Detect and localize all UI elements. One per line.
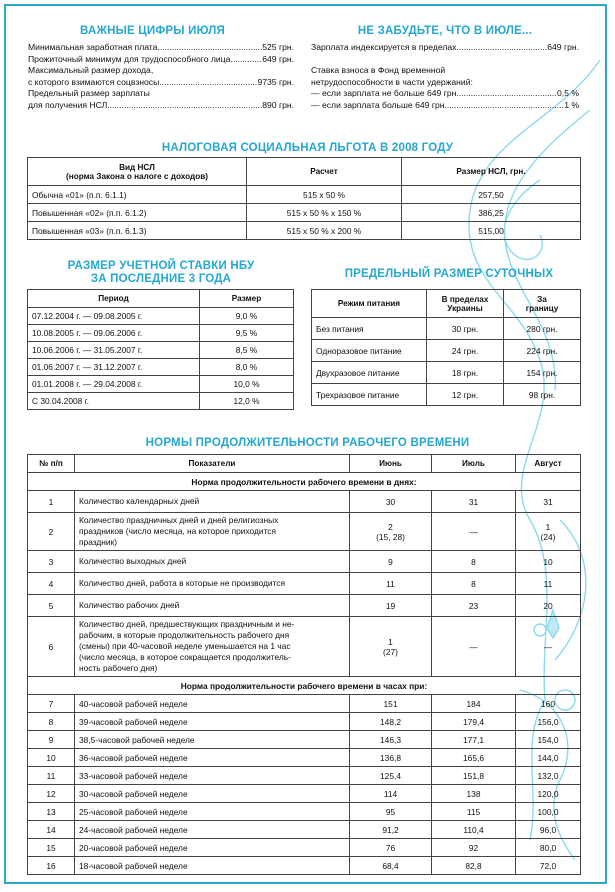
july-figure-value: 9735 грн.	[257, 76, 294, 87]
wt-value-line: (27)	[383, 646, 398, 657]
wt-hour-cell: 10	[28, 749, 75, 767]
july-figure-label: Максимальный размер дохода,	[28, 65, 154, 76]
july-reminder-value: 649 грн.	[547, 42, 579, 52]
wt-day-row	[28, 491, 581, 513]
wt-col-august: Август	[516, 455, 581, 473]
dot-leader	[447, 100, 564, 112]
wt-value-line: 20	[543, 600, 553, 611]
wt-value-line: (15, 28)	[376, 531, 405, 542]
dot-leader	[459, 88, 557, 100]
wt-row-num: 6	[28, 617, 75, 677]
wt-hour-cell: 114	[350, 785, 432, 803]
wt-value-line: 8	[471, 578, 476, 589]
wt-value-line: —	[543, 641, 553, 652]
wt-row-label	[75, 491, 350, 513]
wt-hour-cell: 144,0	[516, 749, 581, 767]
wt-hour-row	[28, 839, 581, 857]
allowance-row	[312, 384, 581, 406]
wt-hour-cell: 148,2	[350, 713, 432, 731]
nbu-row	[28, 325, 294, 342]
wt-col-num: № п/п	[28, 455, 75, 473]
wt-row-num: 4	[28, 573, 75, 595]
wt-hour-cell: 39-часовой рабочей неделе	[75, 713, 350, 731]
allowance-cell: Двухразовое питание	[312, 362, 427, 384]
wt-row-label	[75, 573, 350, 595]
july-figure-row	[28, 77, 294, 89]
dot-leader	[157, 42, 262, 54]
wt-hour-cell: 30-часовой рабочей неделе	[75, 785, 350, 803]
tax-cell: 257,50	[402, 186, 581, 204]
wt-row-num: 2	[28, 513, 75, 551]
wt-hour-cell: 92	[432, 839, 516, 857]
wt-hour-cell: 96,0	[516, 821, 581, 839]
july-reminder-row	[311, 88, 579, 100]
july-reminder-row	[311, 100, 579, 112]
wt-hour-cell: 40-часовой рабочей неделе	[75, 695, 350, 713]
daily-allowance-table	[311, 289, 581, 406]
wt-hour-cell: 11	[28, 767, 75, 785]
tax-cell: 386,25	[402, 204, 581, 222]
july-reminder-label: — если зарплата не больше 649 грн.	[311, 88, 459, 99]
allowance-cell: 224 грн.	[504, 340, 581, 362]
wt-row-label	[75, 595, 350, 617]
july-reminder-row	[311, 54, 579, 66]
july-figure-label: для получения НСЛ	[28, 99, 108, 110]
wt-hour-cell: 12	[28, 785, 75, 803]
wt-hour-cell: 136,8	[350, 749, 432, 767]
nbu-row	[28, 376, 294, 393]
tax-cell: Повышенная «03» (п.п. 6.1.3)	[28, 222, 247, 240]
nbu-col-period: Период	[28, 290, 200, 308]
wt-hour-cell: 9	[28, 731, 75, 749]
wt-hour-cell: 160	[516, 695, 581, 713]
wt-hour-row	[28, 731, 581, 749]
nbu-col-rate: Размер	[200, 290, 294, 308]
nbu-row	[28, 393, 294, 410]
nbu-cell: 10.06.2006 г. — 31.05.2007 г.	[28, 342, 200, 359]
wt-hour-cell: 95	[350, 803, 432, 821]
july-reminder-value: 0,5 %	[557, 88, 579, 99]
wt-hour-cell: 100,0	[516, 803, 581, 821]
july-reminder-value: 1 %	[564, 99, 579, 110]
wt-value-line: 9	[388, 556, 393, 567]
wt-hour-cell: 154,0	[516, 731, 581, 749]
allowance-cell: 24 грн.	[427, 340, 504, 362]
wt-value-line: 10	[543, 556, 553, 567]
nbu-row	[28, 308, 294, 325]
tax-cell: 515 х 50 % х 200 %	[247, 222, 402, 240]
wt-section-days: Норма продолжительности рабочего времени в днях:	[28, 473, 581, 491]
tax-cell: 515,00	[402, 222, 581, 240]
wt-value-line: 1	[545, 521, 551, 532]
wt-value-line: 23	[468, 600, 479, 611]
july-figure-value: 525 грн.	[262, 42, 294, 52]
wt-hour-cell: 177,1	[432, 731, 516, 749]
wt-value	[350, 595, 432, 617]
nbu-cell: С 30.04.2008 г.	[28, 393, 200, 410]
nbu-cell: 07.12.2004 г. — 09.08.2005 г.	[28, 308, 200, 325]
tax-cell: Повышенная «02» (п.п. 6.1.2)	[28, 204, 247, 222]
wt-hour-cell: 151,8	[432, 767, 516, 785]
allow-col-mode: Режим питания	[312, 290, 427, 318]
wt-hour-row	[28, 695, 581, 713]
wt-label-line: Количество дней, предшествующих праздничным и не-	[79, 619, 295, 629]
july-reminder-row	[311, 77, 579, 89]
wt-label-line: Количество выходных дней	[79, 556, 187, 566]
wt-hour-cell: 15	[28, 839, 75, 857]
wt-hour-row	[28, 749, 581, 767]
tax-row	[28, 186, 581, 204]
wt-value	[432, 491, 516, 513]
wt-value-line: —	[469, 526, 478, 537]
wt-label-line: праздник)	[79, 537, 118, 547]
wt-value-line: —	[469, 641, 478, 652]
wt-hour-cell: 76	[350, 839, 432, 857]
tax-col-amount: Размер НСЛ, грн.	[402, 158, 581, 186]
allowance-cell: 280 грн.	[504, 318, 581, 340]
nbu-rate-table	[27, 289, 294, 410]
wt-hour-cell: 115	[432, 803, 516, 821]
wt-hour-cell: 7	[28, 695, 75, 713]
wt-value-line: 31	[543, 496, 553, 507]
daily-allowance-title: ПРЕДЕЛЬНЫЙ РАЗМЕР СУТОЧНЫХ	[344, 268, 554, 280]
wt-value-line: 2	[388, 521, 393, 532]
july-reminder-row	[311, 65, 579, 77]
wt-hour-cell: 138	[432, 785, 516, 803]
wt-row-num: 5	[28, 595, 75, 617]
wt-value	[350, 617, 432, 677]
wt-hour-cell: 156,0	[516, 713, 581, 731]
dot-leader	[107, 100, 262, 112]
tax-cell: Обычна «01» (п.п. 6.1.1)	[28, 186, 247, 204]
wt-day-row	[28, 617, 581, 677]
july-reminder-label: — если зарплата больше 649 грн.	[311, 99, 447, 110]
wt-hour-row	[28, 767, 581, 785]
wt-col-indicator: Показатели	[75, 455, 350, 473]
allowance-row	[312, 362, 581, 384]
nbu-rate-title: РАЗМЕР УЧЕТНОЙ СТАВКИ НБУ ЗА ПОСЛЕДНИЕ 3 ГОДА	[67, 260, 255, 285]
wt-value-line: (24)	[540, 531, 556, 542]
wt-hour-cell: 8	[28, 713, 75, 731]
wt-hour-cell: 184	[432, 695, 516, 713]
wt-label-line: ность рабочего дня)	[79, 663, 158, 673]
work-time-title: НОРМЫ ПРОДОЛЖИТЕЛЬНОСТИ РАБОЧЕГО ВРЕМЕНИ	[145, 437, 470, 449]
wt-hour-cell: 20-часовой рабочей неделе	[75, 839, 350, 857]
allowance-cell: 12 грн.	[427, 384, 504, 406]
tax-cell: 515 х 50 %	[247, 186, 402, 204]
wt-label-line: рабочим, в которые продолжительность рабочего дня	[79, 630, 290, 640]
wt-hour-cell: 82,8	[432, 857, 516, 875]
july-reminder-label: Зарплата индексируется в пределах	[311, 42, 457, 52]
dot-leader	[456, 42, 547, 54]
wt-day-row	[28, 513, 581, 551]
tax-cell: 515 х 50 % х 150 %	[247, 204, 402, 222]
wt-hour-cell: 13	[28, 803, 75, 821]
wt-col-july: Июль	[432, 455, 516, 473]
nbu-cell: 01.01.2008 г. — 29.04.2008 г.	[28, 376, 200, 393]
july-figures-list	[28, 42, 294, 112]
wt-value	[516, 551, 581, 573]
wt-day-row	[28, 551, 581, 573]
wt-label-line: Количество дней, работа в которые не производится	[79, 578, 286, 588]
wt-day-row	[28, 573, 581, 595]
wt-value	[516, 595, 581, 617]
nbu-row	[28, 359, 294, 376]
wt-value	[350, 491, 432, 513]
july-figure-row	[28, 65, 294, 77]
wt-hour-cell: 72,0	[516, 857, 581, 875]
wt-hour-cell: 36-часовой рабочей неделе	[75, 749, 350, 767]
july-figure-row	[28, 54, 294, 66]
wt-value	[516, 573, 581, 595]
wt-value	[432, 513, 516, 551]
wt-hour-cell: 24-часовой рабочей неделе	[75, 821, 350, 839]
wt-value	[432, 551, 516, 573]
wt-value	[516, 491, 581, 513]
wt-row-num: 3	[28, 551, 75, 573]
wt-hour-row	[28, 821, 581, 839]
wt-hour-cell: 68,4	[350, 857, 432, 875]
wt-value-line: 11	[543, 578, 553, 589]
work-time-table	[27, 454, 581, 875]
wt-value	[516, 617, 581, 677]
tax-row	[28, 204, 581, 222]
wt-value	[432, 595, 516, 617]
wt-value-line: 8	[471, 556, 476, 567]
july-figure-value: 649 грн.	[262, 53, 294, 64]
nbu-row	[28, 342, 294, 359]
july-figure-label: Прожиточный минимум для трудоспособного лица	[28, 53, 231, 64]
wt-hour-cell: 16	[28, 857, 75, 875]
wt-value	[516, 513, 581, 551]
wt-label-line: (смены) при 40-часовой неделе уменьшается на 1 час	[79, 641, 291, 651]
wt-hour-cell: 151	[350, 695, 432, 713]
july-figure-row	[28, 100, 294, 112]
tax-benefit-table	[27, 157, 581, 240]
wt-label-line: (число месяца, в которое сокращается продолжитель-	[79, 652, 291, 662]
wt-hour-cell: 165,6	[432, 749, 516, 767]
allowance-cell: 154 грн.	[504, 362, 581, 384]
wt-label-line: Количество праздничных дней и дней религиозных	[79, 515, 279, 525]
wt-value-line: 31	[468, 496, 479, 507]
wt-hour-cell: 14	[28, 821, 75, 839]
wt-value	[350, 551, 432, 573]
nbu-cell: 12,0 %	[200, 393, 294, 410]
dot-leader	[159, 77, 257, 89]
wt-hour-cell: 146,3	[350, 731, 432, 749]
wt-hour-cell: 80,0	[516, 839, 581, 857]
wt-hour-cell: 91,2	[350, 821, 432, 839]
wt-hour-cell: 110,4	[432, 821, 516, 839]
tax-col-type: Вид НСЛ (норма Закона о налоге с доходов)	[28, 158, 247, 186]
nbu-cell: 9,5 %	[200, 325, 294, 342]
july-reminders-title: НЕ ЗАБУДЬТЕ, ЧТО В ИЮЛЕ...	[357, 25, 533, 37]
july-figure-label: Минимальная заработная плата	[28, 42, 158, 52]
wt-label-line: Количество календарных дней	[79, 496, 200, 506]
wt-hour-cell: 18-часовой рабочей неделе	[75, 857, 350, 875]
nbu-cell: 10.08.2005 г. — 09.06.2006 г.	[28, 325, 200, 342]
nbu-cell: 01.06.2007 г. — 31.12.2007 г.	[28, 359, 200, 376]
allowance-cell: Без питания	[312, 318, 427, 340]
wt-value-line: 1	[388, 636, 393, 647]
wt-value-line: 11	[386, 578, 395, 589]
allowance-cell: Одноразовое питание	[312, 340, 427, 362]
wt-hour-cell: 33-часовой рабочей неделе	[75, 767, 350, 785]
wt-value	[350, 513, 432, 551]
tax-col-calc: Расчет	[247, 158, 402, 186]
wt-day-row	[28, 595, 581, 617]
nbu-cell: 10,0 %	[200, 376, 294, 393]
wt-value	[350, 573, 432, 595]
july-figure-label: Предельный размер зарплаты	[28, 88, 150, 99]
july-figures-title: ВАЖНЫЕ ЦИФРЫ ИЮЛЯ	[80, 25, 225, 37]
wt-hour-cell: 179,4	[432, 713, 516, 731]
wt-hour-cell: 38,5-часовой рабочей неделе	[75, 731, 350, 749]
wt-hour-row	[28, 857, 581, 875]
wt-hour-row	[28, 803, 581, 821]
allowance-cell: Трехразовое питание	[312, 384, 427, 406]
wt-hour-row	[28, 713, 581, 731]
tax-row	[28, 222, 581, 240]
tax-benefit-title: НАЛОГОВАЯ СОЦИАЛЬНАЯ ЛЬГОТА В 2008 ГОДУ	[161, 142, 454, 154]
allowance-cell: 98 грн.	[504, 384, 581, 406]
wt-hour-cell: 25-часовой рабочей неделе	[75, 803, 350, 821]
july-figure-value: 890 грн.	[262, 99, 294, 110]
wt-row-label	[75, 513, 350, 551]
wt-value	[432, 617, 516, 677]
allowance-row	[312, 340, 581, 362]
allow-col-abroad: За границу	[504, 290, 581, 318]
wt-hour-cell: 132,0	[516, 767, 581, 785]
allowance-row	[312, 318, 581, 340]
nbu-cell: 8,0 %	[200, 359, 294, 376]
wt-row-num: 1	[28, 491, 75, 513]
july-reminders-list	[311, 42, 579, 112]
july-reminder-label: Ставка взноса в Фонд временной	[311, 65, 446, 76]
wt-value-line: 19	[385, 600, 396, 611]
allowance-cell: 18 грн.	[427, 362, 504, 384]
wt-row-label	[75, 551, 350, 573]
wt-row-label	[75, 617, 350, 677]
wt-value-line: 30	[385, 496, 396, 507]
wt-label-line: праздников (число месяца, на которое приходится	[79, 526, 277, 536]
july-figure-row	[28, 88, 294, 100]
allowance-cell: 30 грн.	[427, 318, 504, 340]
wt-label-line: Количество рабочих дней	[79, 600, 180, 610]
july-figure-row	[28, 42, 294, 54]
wt-col-june: Июнь	[350, 455, 432, 473]
wt-hour-row	[28, 785, 581, 803]
wt-section-hours: Норма продолжительности рабочего времени в часах при:	[28, 677, 581, 695]
july-reminder-row	[311, 42, 579, 54]
july-reminder-label: нетрудоспособности в части удержаний:	[311, 76, 473, 87]
wt-hour-cell: 125,4	[350, 767, 432, 785]
dot-leader	[230, 54, 262, 66]
wt-value	[432, 573, 516, 595]
nbu-cell: 9,0 %	[200, 308, 294, 325]
nbu-cell: 8,5 %	[200, 342, 294, 359]
wt-hour-cell: 120,0	[516, 785, 581, 803]
july-figure-label: с которого взимаются соцвзносы	[28, 76, 160, 87]
allow-col-ukraine: В пределах Украины	[427, 290, 504, 318]
